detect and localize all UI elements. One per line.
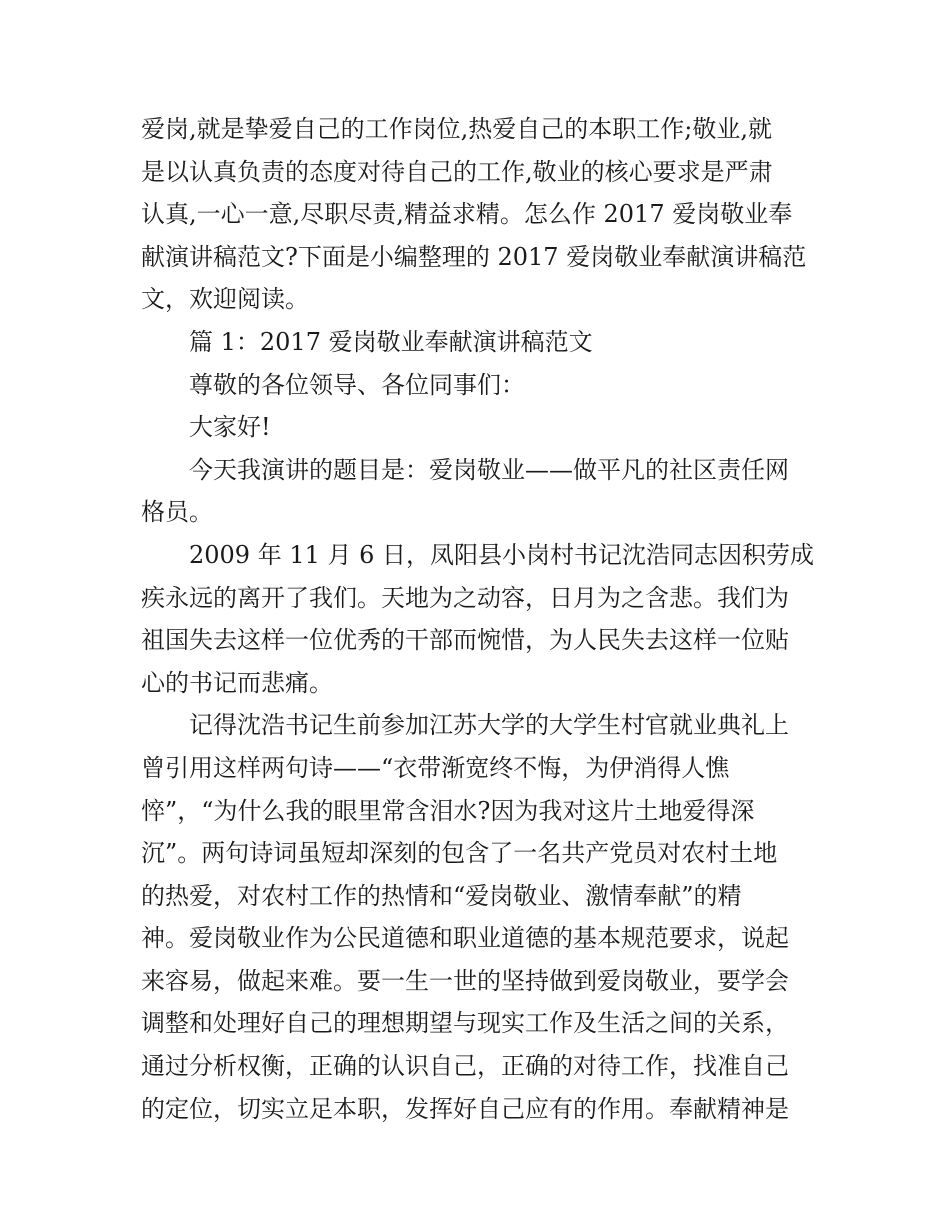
text-line: 今天我演讲的题目是：爱岗敬业——做平凡的社区责任网 [189,455,789,484]
text-line: 爱岗,就是挚爱自己的工作岗位,热爱自己的本职工作;敬业,就 [141,115,772,143]
text-line: 调整和处理好自己的理想期望与现实工作及生活之间的关系， [141,1009,789,1038]
text-line: 通过分析权衡，正确的认识自己，正确的对待工作，找准自己 [141,1052,789,1081]
text-line: 的热爱，对农村工作的热情和“爱岗敬业、激情奉献”的精 [141,881,742,910]
text-line: 悴”，“为什么我的眼里常含泪水?因为我对这片土地爱得深 [141,796,755,825]
text-line: 文，欢迎阅读。 [141,285,309,314]
text-line: 心的书记而悲痛。 [141,668,333,697]
text-line: 曾引用这样两句诗——“衣带渐宽终不悔，为伊消得人憔 [141,753,730,782]
salutation: 尊敬的各位领导、各位同事们： [189,370,525,399]
text-line: 献演讲稿范文?下面是小编整理的 2017 爱岗敬业奉献演讲稿范 [141,242,807,271]
text-line: 认真,一心一意,尽职尽责,精益求精。怎么作 2017 爱岗敬业奉 [141,200,793,229]
document-body [141,108,815,1130]
text-line: 是以认真负责的态度对待自己的工作,敬业的核心要求是严肃 [141,157,773,186]
text-line: 格员。 [141,498,213,527]
text-line: 祖国失去这样一位优秀的干部而惋惜，为人民失去这样一位贴 [141,626,789,655]
text-line: 2009 年 11 月 6 日，凤阳县小岗村书记沈浩同志因积劳成 [189,540,815,569]
text-line: 的定位，切实立足本职，发挥好自己应有的作用。奉献精神是 [141,1094,789,1123]
text-line: 疾永远的离开了我们。天地为之动容，日月为之含悲。我们为 [141,583,789,612]
text-line: 沉”。两句诗词虽短却深刻的包含了一名共产党员对农村土地 [141,839,778,868]
section-heading: 篇 1：2017 爱岗敬业奉献演讲稿范文 [189,327,593,356]
text-line: 来容易，做起来难。要一生一世的坚持做到爱岗敬业，要学会 [141,966,789,995]
greeting: 大家好! [189,413,271,442]
text-line: 神。爱岗敬业作为公民道德和职业道德的基本规范要求，说起 [141,924,789,953]
text-line: 记得沈浩书记生前参加江苏大学的大学生村官就业典礼上 [189,711,789,740]
